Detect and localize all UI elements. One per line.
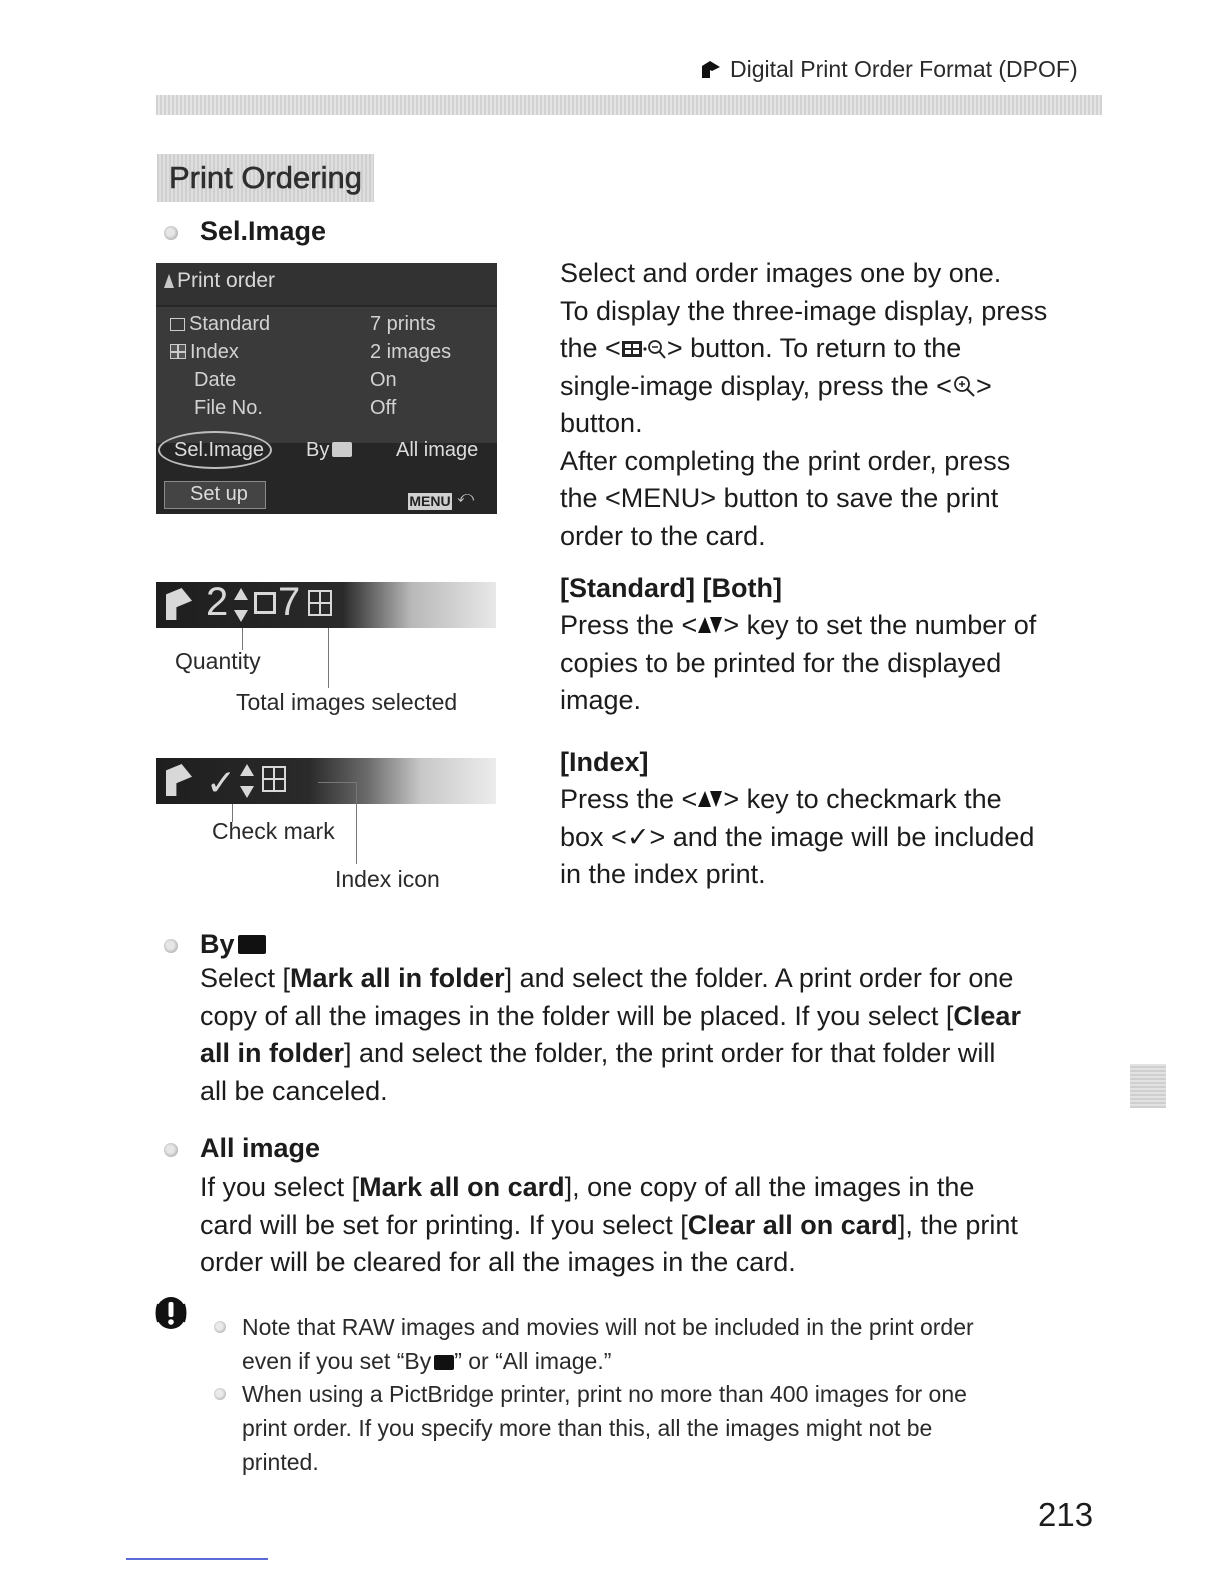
sel-image-heading: Sel.Image: [200, 216, 326, 247]
menu-btn-by-folder: By: [306, 439, 352, 462]
leader-line: [356, 782, 357, 864]
by-folder-description: Select [Mark all in folder] and select the folder. A print order for one copy of all the images in the folder will be placed. If you select [Clear all in folder] and select the folder, the print order for that folder will all be canceled.: [200, 963, 1021, 1106]
menu-row-standard: Standard: [170, 313, 270, 336]
section-title: Print Ordering: [157, 154, 374, 202]
leader-line: [328, 628, 329, 688]
magnify-icon: [952, 375, 976, 397]
index-magnify-icon: [621, 338, 667, 360]
chapter-tab: [1130, 1064, 1166, 1108]
up-down-arrows-icon: [234, 588, 248, 622]
bullet-icon: [214, 1388, 226, 1400]
standard-print-icon: [254, 592, 276, 614]
menu-btn-setup: Set up: [190, 483, 248, 505]
bullet-icon: [164, 939, 178, 953]
caution-icon: [155, 1296, 187, 1330]
page-number: 213: [1038, 1496, 1094, 1533]
caption-total-images: Total images selected: [236, 689, 458, 715]
index-block: [Index] Press the < > key to checkmark the box <✓> and the image will be included in the index print.: [560, 744, 1120, 894]
leader-line: [242, 628, 243, 650]
folder-icon: [434, 1355, 454, 1370]
index-print-icon: [262, 766, 286, 792]
folder-icon: [332, 442, 352, 457]
leader-line: [318, 782, 356, 783]
total-selected-value: 7: [278, 582, 301, 624]
running-header: [700, 56, 1078, 83]
index-heading: [Index]: [560, 747, 649, 777]
up-down-key-icon: [697, 615, 723, 635]
by-folder-heading: By: [200, 929, 266, 960]
camera-menu-screenshot: [156, 263, 497, 514]
sel-image-description: Select and order images one by one. To display the three-image display, press the < > button. To return to the single-image display, press the < > button. After completing the print order, press the <MENU> button to save the print order to the card.: [560, 258, 1048, 551]
footer-rule: [126, 1558, 268, 1560]
menu-btn-all-image: All image: [396, 439, 479, 461]
all-image-description: If you select [Mark all on card], one copy of all the images in the card will be set for printing. If you select [Clear all on card], the print order will be cleared for all the images in the card.: [200, 1172, 1018, 1277]
check-mark-icon: ✓: [206, 762, 237, 803]
check-icon: ✓: [626, 821, 650, 852]
print-order-icon: [166, 588, 192, 620]
all-image-heading: All image: [200, 1133, 320, 1164]
caution-note-2: When using a PictBridge printer, print no more than 400 images for one print order. If you specify more than this, all the images might not be printed.: [242, 1377, 1102, 1479]
print-order-icon: [166, 764, 192, 796]
quantity-value: 2: [206, 582, 229, 624]
bullet-icon: [164, 1143, 178, 1157]
menu-row-index: Index: [170, 341, 239, 364]
menu-value-standard: 7 prints: [370, 313, 436, 335]
up-down-key-icon: [697, 789, 723, 809]
index-info-strip: [156, 758, 496, 804]
header-title: Digital Print Order Format (DPOF): [730, 56, 1078, 82]
menu-row-date: Date: [194, 369, 237, 391]
folder-icon: [238, 935, 266, 954]
up-down-arrows-icon: [240, 764, 254, 798]
menu-value-index: 2 images: [370, 341, 452, 363]
standard-info-strip: [156, 582, 496, 628]
caption-quantity: Quantity: [175, 648, 261, 674]
standard-both-heading: [Standard] [Both]: [560, 573, 782, 603]
menu-value-file-no: Off: [370, 397, 397, 419]
caption-check-mark: Check mark: [212, 818, 335, 844]
header-rule: [156, 95, 1102, 115]
menu-btn-sel-image: Sel.Image: [174, 439, 265, 461]
printer-icon: [700, 58, 722, 80]
caution-note-1: Note that RAW images and movies will not be included in the print order even if you set “By ” or “All image.”: [242, 1310, 1102, 1378]
index-print-icon: [170, 344, 186, 359]
standard-both-block: [Standard] [Both] Press the < > key to set the number of copies to be printed for the displayed image.: [560, 570, 1120, 720]
menu-value-date: On: [370, 369, 397, 391]
menu-button-tag: MENU: [409, 493, 451, 509]
bullet-icon: [214, 1321, 226, 1333]
caption-index-icon: Index icon: [335, 866, 440, 892]
menu-title: Print order: [164, 269, 275, 293]
back-icon: ⤺: [457, 489, 475, 506]
index-print-icon: [308, 590, 332, 616]
bullet-icon: [164, 226, 178, 240]
menu-row-file-no: File No.: [194, 397, 263, 419]
standard-print-icon: [170, 318, 185, 331]
